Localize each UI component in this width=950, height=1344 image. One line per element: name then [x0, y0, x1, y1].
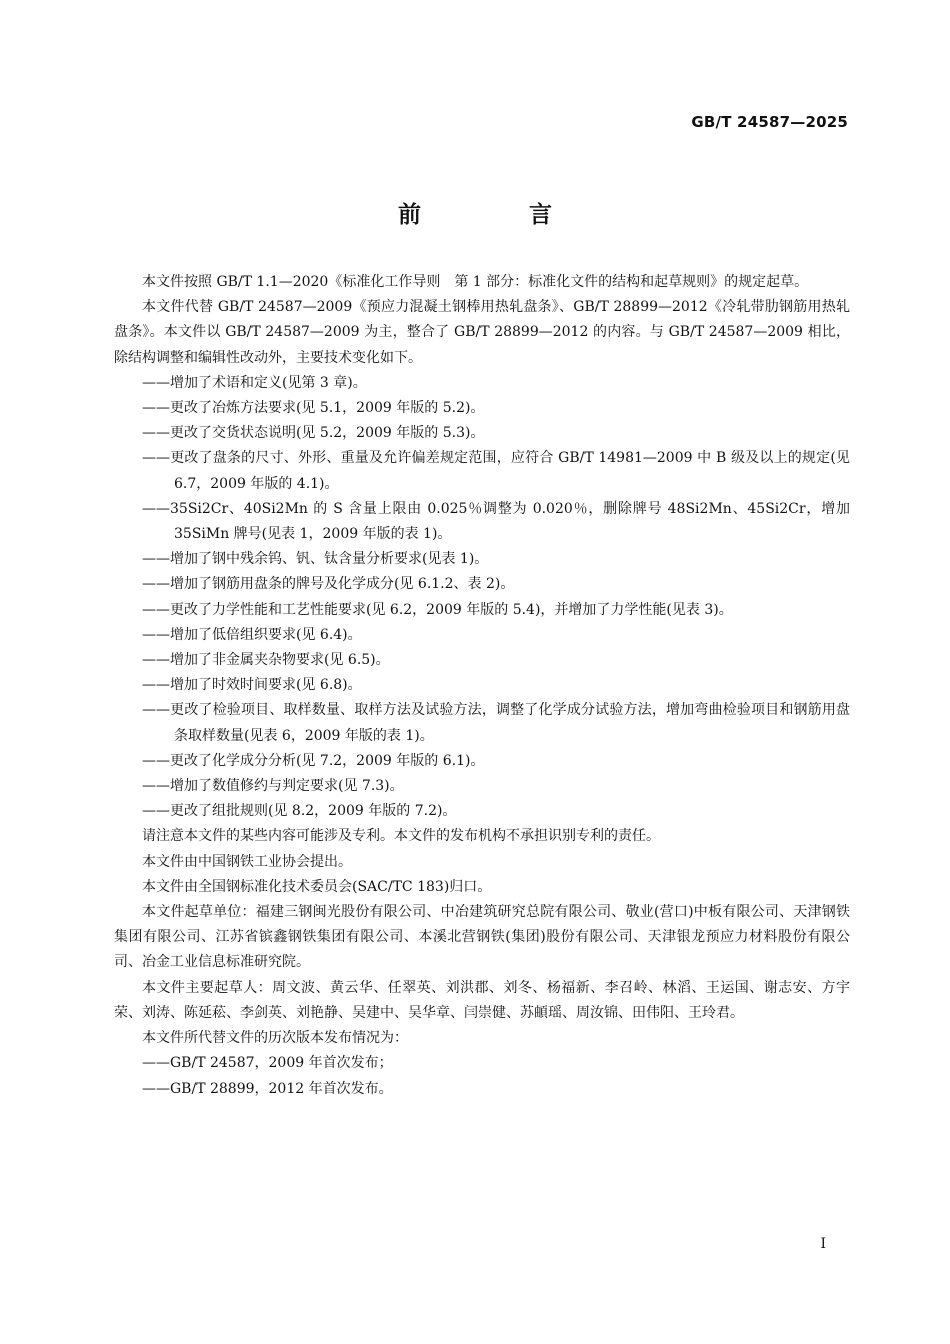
paragraph: 本文件代替 GB/T 24587—2009《预应力混凝土钢棒用热轧盘条》、GB/T 28899—2012《冷轧带肋钢筋用热轧盘条》。本文件以 GB/T 24587—2009 为主，整合了 GB/T 28899—2012 的内容。与 GB/T 24587—2009 相比，除结构调整和编辑性改动外，主要技术变化如下。: [114, 299, 850, 366]
change-list-item: ——GB/T 24587，2009 年首次发布；: [142, 1055, 393, 1072]
change-list-item: ——增加了非金属夹杂物要求(见 6.5)。: [142, 652, 390, 669]
foreword-body: [114, 270, 850, 1102]
standard-number: GB/T 24587—2025: [691, 113, 848, 131]
change-list-item: ——更改了组批规则(见 8.2，2009 年版的 7.2)。: [142, 803, 457, 820]
paragraph: 本文件按照 GB/T 1.1—2020《标准化工作导则 第 1 部分：标准化文件的结构和起草规则》的规定起草。: [142, 274, 809, 290]
paragraph: 本文件主要起草人：周文波、黄云华、任翠英、刘洪郡、刘冬、杨福新、李召岭、林滔、王运国、谢志安、方宇荣、刘涛、陈延菘、李剑英、刘艳静、吴建中、吴华章、闫崇健、苏頔瑶、周汝锦、田伟阳、王玲君。: [114, 979, 850, 1021]
page-title: 前 言: [397, 202, 602, 228]
change-list-item: ——增加了时效时间要求(见 6.8)。: [142, 677, 362, 694]
change-list-item: ——更改了交货状态说明(见 5.2，2009 年版的 5.3)。: [142, 425, 485, 442]
change-list-item: ——更改了冶炼方法要求(见 5.1，2009 年版的 5.2)。: [142, 400, 485, 417]
change-list-item: ——更改了力学性能和工艺性能要求(见 6.2，2009 年版的 5.4)，并增加了力学性能(见表 3)。: [142, 601, 733, 618]
paragraph: 本文件起草单位：福建三钢闽光股份有限公司、中冶建筑研究总院有限公司、敬业(营口)中板有限公司、天津钢铁集团有限公司、江苏省镔鑫钢铁集团有限公司、本溪北营钢铁(集团)股份有限公司、天津银龙预应力材料股份有限公司、冶金工业信息标准研究院。: [114, 904, 850, 971]
paragraph: 本文件由全国钢标准化技术委员会(SAC/TC 183)归口。: [142, 878, 492, 895]
page-number: I: [820, 1236, 826, 1252]
change-list-item: ——35Si2Cr、40Si2Mn 的 S 含量上限由 0.025％调整为 0.020％，删除牌号 48Si2Mn、45Si2Cr，增加 35SiMn 牌号(见表 1，2009 年版的表 1)。: [142, 500, 850, 543]
change-list-item: ——更改了检验项目、取样数量、取样方法及试验方法，调整了化学成分试验方法，增加弯曲检验项目和钢筋用盘条取样数量(见表 6，2009 年版的表 1)。: [142, 702, 850, 744]
paragraph: 本文件所代替文件的历次版本发布情况为：: [142, 1030, 408, 1047]
change-list-item: ——增加了低倍组织要求(见 6.4)。: [142, 626, 362, 643]
paragraph: 请注意本文件的某些内容可能涉及专利。本文件的发布机构不承担识别专利的责任。: [142, 828, 660, 845]
change-list-item: ——增加了术语和定义(见第 3 章)。: [142, 374, 367, 391]
paragraph: 本文件由中国钢铁工业协会提出。: [142, 853, 352, 870]
change-list-item: ——增加了钢中残余钨、钒、钛含量分析要求(见表 1)。: [142, 551, 489, 568]
change-list-item: ——更改了化学成分分析(见 7.2，2009 年版的 6.1)。: [142, 752, 485, 769]
change-list-item: ——增加了钢筋用盘条的牌号及化学成分(见 6.1.2、表 2)。: [142, 576, 515, 593]
change-list-item: ——GB/T 28899，2012 年首次发布。: [142, 1080, 393, 1097]
change-list-item: ——增加了数值修约与判定要求(见 7.3)。: [142, 778, 404, 795]
change-list-item: ——更改了盘条的尺寸、外形、重量及允许偏差规定范围，应符合 GB/T 14981—2009 中 B 级及以上的规定(见 6.7，2009 年版的 4.1)。: [142, 450, 850, 492]
